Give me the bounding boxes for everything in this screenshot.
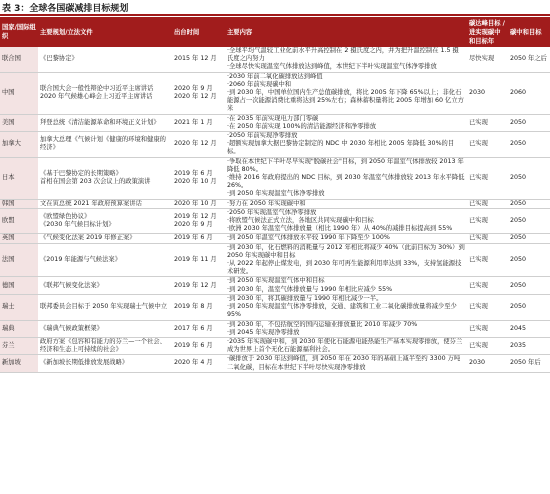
cell-date: 2020 年 12 月 (172, 132, 225, 158)
table-row (0, 199, 550, 208)
header-country: 国家/国际组织 (0, 17, 38, 47)
content-line: ·超额实现加拿大据巴黎协定制定的 NDC 中 2030 年相比 2005 年降低 30%的目标。 (227, 140, 455, 156)
table-row (0, 132, 550, 158)
cell-country: 欧盟 (0, 208, 38, 234)
cell-policy (38, 157, 172, 199)
content-line: ·全球平均气温较工业化前水平升高控制在 2 摄氏度之内，并为把升温控制在 1.5 摄氏度之内努力 (227, 47, 459, 63)
carbon-targets-table (0, 17, 550, 373)
cell-carbon-neutral: 2050 (508, 208, 550, 234)
table-title: 表 3：全球各国碳减排目标规划 (2, 4, 129, 14)
content-line: ·碳排放于 2030 年达到峰值，到 2050 年在 2030 年的基础上减半至约 3300 万吨二氧化碳，目标在本世纪下半叶尽快实现净零排放 (227, 355, 461, 371)
cell-date: 2019 年 8 月 (172, 294, 225, 320)
cell-date: 2019 年 12 月 2020 年 9 月 (172, 208, 225, 234)
content-line: ·到 2030 年，不包括航空的国内运输业排放量比 2010 年减少 70% (227, 320, 418, 328)
cell-carbon-neutral: 2050 (508, 234, 550, 243)
cell-carbon-neutral: 2050 (508, 294, 550, 320)
cell-carbon-neutral: 2060 (508, 72, 550, 114)
content-line: ·争取在本世纪下半叶尽早实现"脱碳社会"目标，到 2050 年温室气体排放较 2013 年降低 80%。 (227, 157, 464, 173)
cell-carbon-peak: 已实现 (467, 337, 508, 354)
cell-content (225, 114, 467, 131)
cell-content (225, 337, 467, 354)
policy-line: 2020 年气候雄心峰会上习近平主席讲话 (40, 93, 153, 101)
content-line: ·从 2022 年起停止煤发电，到 2030 年可再生能源利用率达到 33%，支持氢能源技术研发。 (227, 260, 462, 276)
cell-carbon-peak: 2030 (467, 72, 508, 114)
policy-line: 《气候变化法案 2019 年修正案》 (40, 234, 136, 242)
table-row (0, 72, 550, 114)
cell-country: 瑞士 (0, 294, 38, 320)
cell-country: 联合国 (0, 47, 38, 72)
cell-country: 芬兰 (0, 337, 38, 354)
content-line: ·到 2030 年，温室气体排放量与 1990 年相比应减少 55% (227, 285, 393, 293)
cell-carbon-peak: 已实现 (467, 243, 508, 277)
content-line: ·2030 年前二氧化碳排放达到峰值 (227, 72, 323, 80)
header-date: 出台时间 (172, 17, 225, 47)
cell-policy (38, 47, 172, 72)
policy-line: 《联邦气候变化法案》 (40, 281, 103, 289)
policy-line: 《2030 年气候目标计划》 (40, 221, 115, 229)
cell-country: 日本 (0, 157, 38, 199)
cell-date: 2019 年 6 月 (172, 337, 225, 354)
policy-line: 《2019 年能源与气候法案》 (40, 255, 121, 263)
cell-date: 2020 年 10 月 (172, 199, 225, 208)
cell-policy (38, 132, 172, 158)
cell-date: 2020 年 9 月 2020 年 12 月 (172, 72, 225, 114)
policy-line: 《瑞典气候政策框架》 (40, 324, 103, 332)
content-line: ·欧洲 2030 年温室气体排放量（相比 1990 年）从 40%的减排目标提高到 55% (227, 225, 453, 233)
content-line: ·2050 年实现温室气体净零排放 (227, 208, 317, 216)
content-line: ·2060 年前实现碳中和 (227, 80, 292, 88)
cell-content (225, 199, 467, 208)
cell-policy (38, 199, 172, 208)
content-line: ·在 2035 年前实现电力部门零碳 (227, 114, 319, 122)
table-row (0, 337, 550, 354)
cell-country: 瑞典 (0, 320, 38, 337)
policy-line: 拜登总统《清洁能源革命和环境正义计划》 (40, 118, 160, 126)
cell-carbon-neutral: 2050 年后 (508, 355, 550, 372)
cell-country: 加拿大 (0, 132, 38, 158)
cell-carbon-peak: 已实现 (467, 132, 508, 158)
policy-line: 《新加坡长期低排放发展战略》 (40, 359, 129, 367)
cell-policy (38, 277, 172, 294)
cell-carbon-neutral: 2050 年之后 (508, 47, 550, 72)
cell-country: 法国 (0, 243, 38, 277)
table-row (0, 208, 550, 234)
cell-policy (38, 234, 172, 243)
title-divider (0, 14, 550, 16)
content-line: ·到 2030 年，将其碳排放量与 1990 年相比减少一半。 (227, 294, 383, 302)
cell-carbon-peak: 已实现 (467, 294, 508, 320)
cell-content (225, 157, 467, 199)
table-header-row (0, 17, 550, 47)
cell-carbon-neutral: 2050 (508, 132, 550, 158)
table-body (0, 47, 550, 372)
cell-policy (38, 114, 172, 131)
cell-carbon-peak: 已实现 (467, 234, 508, 243)
content-line: ·2050 年前实现净零排放 (227, 132, 298, 140)
cell-carbon-peak: 已实现 (467, 320, 508, 337)
cell-date: 2017 年 6 月 (172, 320, 225, 337)
table-row (0, 294, 550, 320)
content-line: ·到 2050 年实现温室气体中和目标 (227, 277, 325, 285)
table-row (0, 355, 550, 372)
policy-line: 联合国大会一般性辩论中习近平主席讲话 (40, 84, 154, 92)
cell-country: 韩国 (0, 199, 38, 208)
cell-policy (38, 243, 172, 277)
cell-carbon-peak: 已实现 (467, 114, 508, 131)
cell-policy (38, 355, 172, 372)
content-line: ·到 2030 年，化石燃料的消耗量与 2012 年相比将减少 40%（此前目标为 30%）到 2050 年实现碳中和目标 (227, 243, 465, 259)
cell-carbon-neutral: 2050 (508, 114, 550, 131)
cell-date: 2019 年 6 月 2020 年 10 月 (172, 157, 225, 199)
table-row (0, 114, 550, 131)
cell-policy (38, 294, 172, 320)
cell-carbon-peak: 已实现 (467, 208, 508, 234)
cell-date: 2015 年 12 月 (172, 47, 225, 72)
content-line: ·到 2045 年实现净零排放 (227, 328, 300, 336)
policy-line: 政府方案《包容和有能力的芬兰—一个社会、经济和生态上可持续的社会》 (40, 337, 166, 354)
header-carbon-neutral: 碳中和目标 (508, 17, 550, 47)
cell-content (225, 208, 467, 234)
content-line: ·到 2050 年温室气体排放水平较 1990 年下降至少 100% (227, 234, 390, 242)
content-line: ·全球尽快实现温室气体排放达到峰值，本世纪下半叶实现温室气体净零排放 (227, 63, 437, 71)
table-row (0, 243, 550, 277)
content-line: ·到 2050 年实现温室气体净零排放，交通、建筑和工业二氧化碳排放量将减少至少 95% (227, 303, 457, 319)
header-policy: 主要规划/立法文件 (38, 17, 172, 47)
cell-policy (38, 337, 172, 354)
cell-policy (38, 208, 172, 234)
table-row (0, 47, 550, 72)
content-line: ·将欧盟气候法正式立法，各地区共同实现碳中和目标 (227, 217, 374, 225)
cell-date: 2019 年 12 月 (172, 277, 225, 294)
policy-line: 《巴黎协定》 (40, 55, 78, 63)
cell-content (225, 47, 467, 72)
content-line: ·到 2030 年，中国单位国内生产总值碳排放，将比 2005 年下降 65%以上；非化石能源占一次能源消费比重将达到 25%左右；森林蓄积量将比 2005 年增加 60 亿立方米 (227, 89, 464, 113)
cell-date: 2020 年 4 月 (172, 355, 225, 372)
cell-carbon-neutral: 2045 (508, 320, 550, 337)
header-content: 主要内容 (225, 17, 467, 47)
cell-country: 新加坡 (0, 355, 38, 372)
cell-country: 英国 (0, 234, 38, 243)
cell-country: 中国 (0, 72, 38, 114)
cell-carbon-peak: 尽快实现 (467, 47, 508, 72)
cell-carbon-peak: 已实现 (467, 199, 508, 208)
cell-carbon-peak: 已实现 (467, 157, 508, 199)
cell-content (225, 320, 467, 337)
cell-carbon-neutral: 2050 (508, 199, 550, 208)
cell-carbon-neutral: 2050 (508, 157, 550, 199)
table-row (0, 320, 550, 337)
policy-line: 首相在国会第 203 次会议上的政策演讲 (40, 178, 151, 186)
cell-country: 美国 (0, 114, 38, 131)
policy-line: 《欧盟绿色协议》 (40, 212, 91, 220)
cell-date: 2019 年 6 月 (172, 234, 225, 243)
table-row (0, 234, 550, 243)
content-line: ·努力在 2050 年实现碳中和 (227, 199, 306, 207)
cell-policy (38, 72, 172, 114)
cell-content (225, 294, 467, 320)
table-row (0, 277, 550, 294)
policy-line: 加拿大总理《气候计划《健康的环境和健康的经济》 (40, 136, 166, 152)
content-line: ·到 2050 年实现温室气体净零排放 (227, 190, 325, 198)
cell-content (225, 243, 467, 277)
content-line: ·在 2050 年前实现 100%的清洁能源经济和净零排放 (227, 122, 377, 130)
cell-carbon-peak: 2030 (467, 355, 508, 372)
cell-carbon-neutral: 2050 (508, 277, 550, 294)
policy-line: 文在寅总统 2021 年政府预算案讲话 (40, 199, 142, 207)
cell-carbon-neutral: 2035 (508, 337, 550, 354)
table-row (0, 157, 550, 199)
content-line: ·维持 2016 年政府提出的 NDC 目标，到 2030 年温室气体排放较 2013 年水平降低 26%。 (227, 174, 465, 190)
cell-carbon-peak: 已实现 (467, 277, 508, 294)
content-line: ·2035 年实现碳中和，到 2030 年使化石能源电能热能生产基本实现零排放，使芬兰成为世界上首个无化石能源福利社会。 (227, 337, 463, 354)
cell-carbon-neutral: 2050 (508, 243, 550, 277)
cell-content (225, 132, 467, 158)
policy-line: 联邦委员会目标于 2050 年实现瑞士气候中立 (40, 303, 168, 311)
cell-content (225, 234, 467, 243)
cell-content (225, 277, 467, 294)
cell-policy (38, 320, 172, 337)
header-carbon-peak: 碳达峰目标 / 进实现碳中和目标年 (467, 17, 508, 47)
cell-date: 2021 年 1 月 (172, 114, 225, 131)
cell-content (225, 355, 467, 372)
cell-date: 2019 年 11 月 (172, 243, 225, 277)
cell-content (225, 72, 467, 114)
policy-line: 《基于巴黎协定的长期策略》 (40, 169, 122, 177)
cell-country: 德国 (0, 277, 38, 294)
